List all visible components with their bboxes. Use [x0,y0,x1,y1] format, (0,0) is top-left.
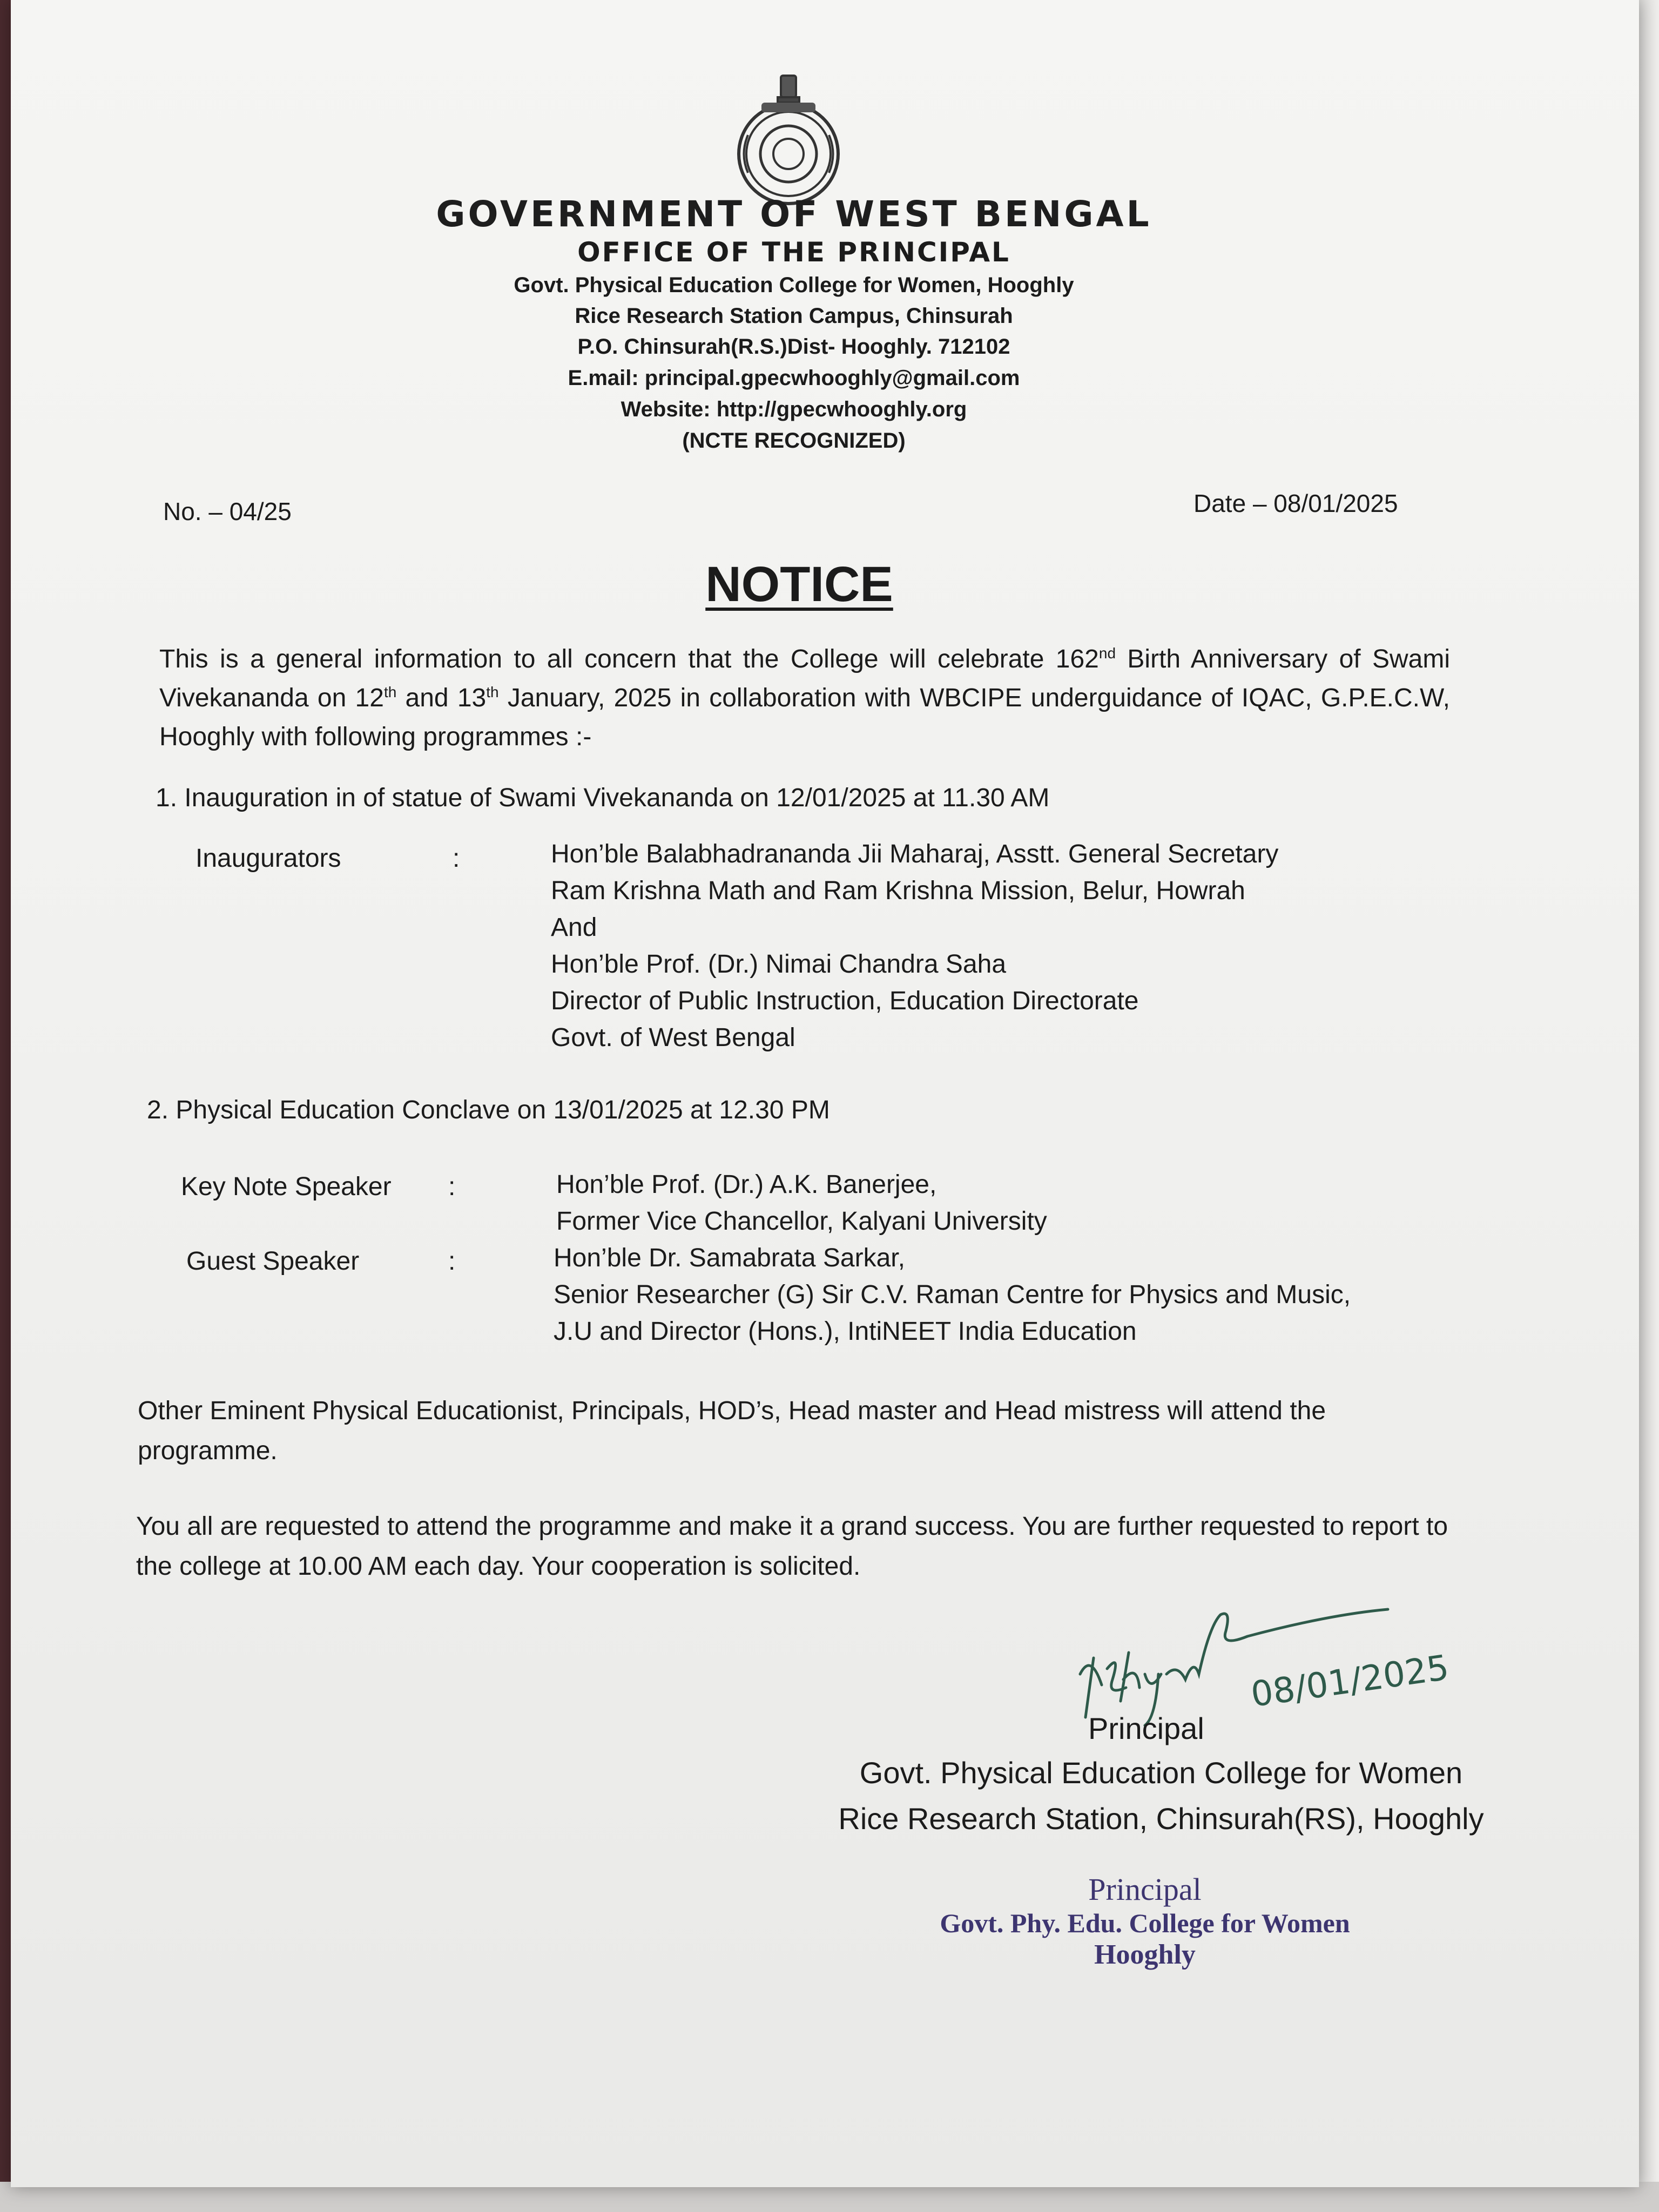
inaugurators-colon: : [453,844,460,873]
inaugurator-line: Hon’ble Prof. (Dr.) Nimai Chandra Saha [551,950,1007,979]
inaugurator-line: Ram Krishna Math and Ram Krishna Mission, Belur, Howrah [551,876,1245,905]
signatory-title: Principal [1088,1711,1204,1745]
guest-speaker-label: Guest Speaker [186,1247,360,1276]
state-emblem-icon [729,73,848,205]
intro-paragraph: This is a general information to all concern that the College will celebrate 162nd Birth Anniversary of Swami Vivekananda on 12th and 13th January, 2025 in collaboration with WBCIPE underguidance of IQAC, G.P.E.C.W, Hooghly with following programmes :- [159,645,1451,751]
inaugurator-line: Director of Public Instruction, Education Directorate [551,987,1139,1015]
guest-speaker-colon: : [448,1247,456,1276]
office-heading: OFFICE OF THE PRINCIPAL [577,237,1010,268]
inaugurators-label: Inaugurators [195,844,341,873]
government-heading: GOVERNMENT OF WEST BENGAL [436,193,1152,235]
request-paragraph: You all are requested to attend the programme and make it a grand success. You are further requested to report to the college at 10.00 AM each day. Your cooperation is solicited. [136,1512,1448,1581]
college-name: Govt. Physical Education College for Women, Hooghly [514,273,1074,297]
notice-paper [11,0,1639,2187]
keynote-speaker-details [556,1166,1047,1240]
keynote-line: Hon’ble Prof. (Dr.) A.K. Banerjee, [556,1170,937,1199]
background-right [1636,0,1659,2212]
keynote-speaker-label: Key Note Speaker [181,1172,392,1201]
post-office-address: P.O. Chinsurah(R.S.)Dist- Hooghly. 712102 [577,335,1010,359]
reference-number: No. – 04/25 [163,497,292,525]
inaugurator-line: Govt. of West Bengal [551,1023,795,1052]
signatory-address: Rice Research Station, Chinsurah(RS), Hooghly [838,1802,1484,1836]
inaugurator-line: And [551,913,597,942]
attendees-paragraph: Other Eminent Physical Educationist, Principals, HOD’s, Head master and Head mistress will attend the programme. [138,1397,1326,1465]
inaugurators-list [551,836,1278,1056]
recognition-text: (NCTE RECOGNIZED) [682,429,906,453]
notice-date: Date – 08/01/2025 [1193,489,1398,517]
campus-address: Rice Research Station Campus, Chinsurah [575,304,1013,328]
email-address: E.mail: principal.gpecwhooghly@gmail.com [568,366,1020,390]
notice-title: NOTICE [705,557,893,612]
signature-date: 08/01/2025 [1248,1648,1452,1715]
guest-speaker-details [554,1240,1351,1350]
stamp-line-2: Govt. Phy. Edu. College for Women [940,1908,1350,1938]
guest-line: Senior Researcher (G) Sir C.V. Raman Centre for Physics and Music, [554,1280,1351,1309]
office-stamp [902,1871,1388,1971]
website-address: Website: http://gpecwhooghly.org [621,397,967,421]
inaugurator-line: Hon’ble Balabhadrananda Jii Maharaj, Asstt. General Secretary [551,840,1279,868]
keynote-speaker-colon: : [448,1172,456,1201]
keynote-line: Former Vice Chancellor, Kalyani University [556,1207,1047,1236]
programme-2-heading: 2. Physical Education Conclave on 13/01/2025 at 12.30 PM [147,1096,830,1124]
stamp-line-1: Principal [1088,1872,1202,1907]
programme-1-heading: 1. Inauguration in of statue of Swami Vivekananda on 12/01/2025 at 11.30 AM [156,784,1050,812]
guest-line: Hon’ble Dr. Samabrata Sarkar, [554,1244,905,1272]
signatory-college: Govt. Physical Education College for Women [859,1756,1463,1790]
guest-line: J.U and Director (Hons.), IntiNEET India Education [554,1317,1137,1346]
stamp-line-3: Hooghly [1094,1939,1196,1970]
